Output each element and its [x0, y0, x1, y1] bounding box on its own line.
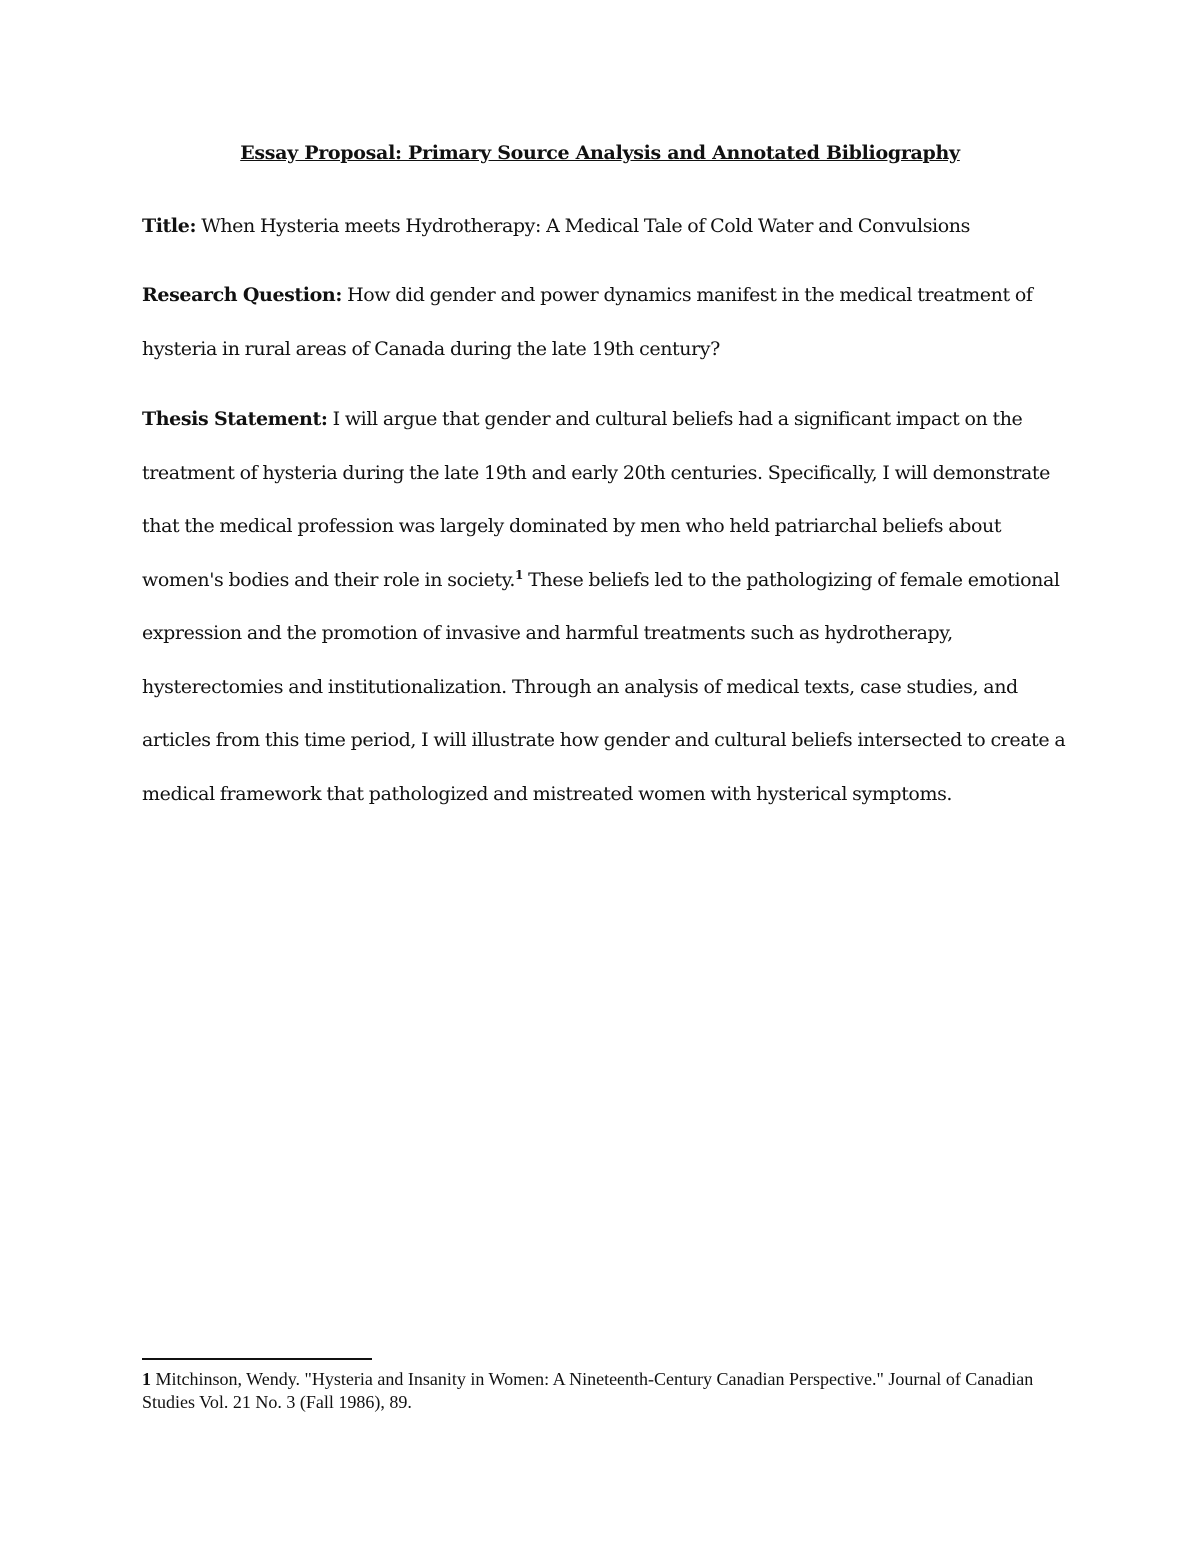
footnote-number: 1: [142, 1369, 151, 1389]
thesis-label: Thesis Statement:: [142, 408, 328, 430]
title-label: Title:: [142, 215, 197, 237]
title-field: [142, 200, 1072, 254]
title-value: When Hysteria meets Hydrotherapy: A Medical Tale of Cold Water and Convulsions: [201, 215, 970, 237]
research-question-value: How did gender and power dynamics manifest in the medical treatment of hysteria in rural areas of Canada during the late 19th century?: [142, 284, 1033, 360]
research-question-label: Research Question:: [142, 284, 342, 306]
thesis-field: [142, 393, 1072, 821]
page-title: Essay Proposal: Primary Source Analysis and Annotated Bibliography: [240, 142, 960, 164]
thesis-text-part2: These beliefs led to the pathologizing of female emotional expression and the promotion of invasive and harmful treatments such as hydrotherapy, hysterectomies and institutionalization. Through an analysis of medical texts, case studies, and articles from this time period, I will illustrate how gender and cultural beliefs intersected to create a medical framework that pathologized and mistreated women with hysterical symptoms.: [142, 568, 1066, 805]
footnote: [142, 1368, 1072, 1414]
footnote-text: Mitchinson, Wendy. "Hysteria and Insanity in Women: A Nineteenth-Century Canadian Perspective." Journal of Canadian Studies Vol. 21 No. 3 (Fall 1986), 89.: [142, 1369, 1034, 1412]
footnote-separator: [142, 1358, 372, 1360]
footnote-reference[interactable]: 1: [515, 567, 523, 582]
thesis-text-part1: I will argue that gender and cultural beliefs had a significant impact on the treatment of hysteria during the late 19th and early 20th centuries. Specifically, I will demonstrate that the medical profession was largely dominated by men who held patriarchal beliefs about women's bodies and their role in society.: [142, 408, 1050, 591]
research-question-field: [142, 269, 1072, 376]
